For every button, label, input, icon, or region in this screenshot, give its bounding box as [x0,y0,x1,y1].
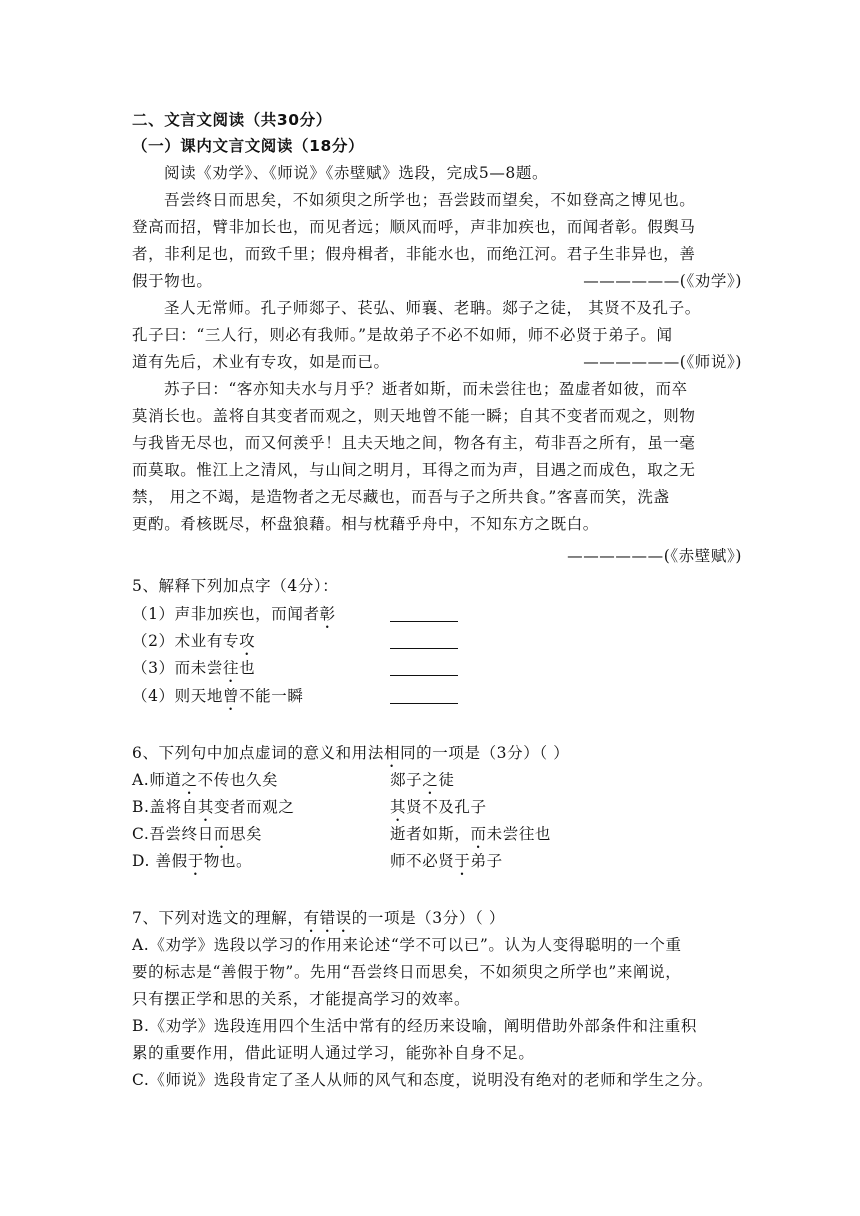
passage-quanxue-line: 者，非利足也，而致千里；假舟楫者，非能水也，而绝江河。君子生非异也，善 [132,245,696,263]
subsection-title: （一）课内文言文阅读（18分） [132,137,365,155]
passage-chibifu-line: 更酌。肴核既尽，杯盘狼藉。相与枕藉乎舟中，不知东方之既白。 [132,515,599,533]
answer-blank[interactable] [390,621,458,622]
passage-shishuo-line: 道有先后，术业有专攻，如是而已。 [132,353,390,371]
passage-quanxue-line: 登高而招，臂非加长也，而见者远；顺风而呼，声非加疾也，而闻者彰。假舆马 [132,218,696,236]
question-7-option-line: 累的重要作用，借此证明人通过学习，能弥补自身不足。 [132,1044,535,1062]
passage-chibifu-line: 与我皆无尽也，而又何羡乎！且夫天地之间，物各有主，苟非吾之所有，虽一毫 [132,434,696,452]
section-title: 二、文言文阅读（共30分） [132,111,332,129]
question-5-item: （1）声非加疾也，而闻者彰 [132,601,742,632]
question-5-item: （3）而未尝往也 [132,655,742,686]
source-shishuo: ——————(《师说》) [583,353,742,371]
question-5-item: （2）术业有专攻 [132,628,742,659]
question-5-stem: 5、解释下列加点字（4分）： [132,577,339,595]
question-6-option-a: A.师道之不传也久矣 郯子之徒 [132,771,455,789]
source-chibifu: ——————(《赤壁赋》) [567,547,742,565]
question-7-option-line: C.《师说》选段肯定了圣人从师的风气和态度，说明没有绝对的老师和学生之分。 [132,1071,713,1089]
question-5-item: （4）则天地曾不能一瞬 [132,683,742,714]
question-7-option-line: A.《劝学》选段以学习的作用来论述“学不可以已”。认为人变得聪明的一个重 [132,936,682,954]
answer-blank[interactable] [390,703,458,704]
question-6-option-d: D. 善假于物也。 师不必贤于弟子 [132,852,503,870]
passage-chibifu-line: 苏子曰：“客亦知夫水与月乎？逝者如斯，而未尝往也；盈虚者如彼，而卒 [164,380,688,398]
question-7-option-line: B.《劝学》选段连用四个生活中常有的经历来设喻，阐明借助外部条件和注重积 [132,1017,697,1035]
question-7-stem: 7、下列对选文的理解，有错误的一项是（3分）（ ） [132,909,505,927]
passage-chibifu-line: 莫消长也。盖将自其变者而观之，则天地曾不能一瞬；自其不变者而观之，则物 [132,407,696,425]
passage-chibifu-line: 禁， 用之不竭，是造物者之无尽藏也，而吾与子之所共食。”客喜而笑，洗盏 [132,488,670,506]
answer-blank[interactable] [390,648,458,649]
source-quanxue: ——————(《劝学》) [583,272,742,290]
question-6-stem: 6、下列句中加点虚词的意义和用法相同的一项是（3分）（ ） [132,744,570,762]
passage-shishuo-line: 孔子曰：“三人行，则必有我师。”是故弟子不必不如师，师不必贤于弟子。闻 [132,326,673,344]
question-6-option-b: B.盖将自其变者而观之 其贤不及孔子 [132,798,487,816]
reading-instructions: 阅读《劝学》、《师说》《赤壁赋》选段，完成5—8题。 [164,164,549,182]
question-6-option-c: C.吾尝终日而思矣 逝者如斯，而未尝往也 [132,825,552,843]
passage-quanxue-line: 吾尝终日而思矣，不如须臾之所学也；吾尝跂而望矣，不如登高之博见也。 [164,191,696,209]
question-7-option-line: 要的标志是“善假于物”。先用“吾尝终日而思矣，不如须臾之所学也”来阐说， [132,963,682,981]
passage-shishuo-line: 圣人无常师。孔子师郯子、苌弘、师襄、老聃。郯子之徒， 其贤不及孔子。 [164,299,701,317]
passage-quanxue-line: 假于物也。 [132,272,213,290]
question-7-option-line: 只有摆正学和思的关系，才能提高学习的效率。 [132,990,471,1008]
passage-chibifu-line: 而莫取。惟江上之清风，与山间之明月，耳得之而为声，目遇之而成色，取之无 [132,461,696,479]
answer-blank[interactable] [390,675,458,676]
